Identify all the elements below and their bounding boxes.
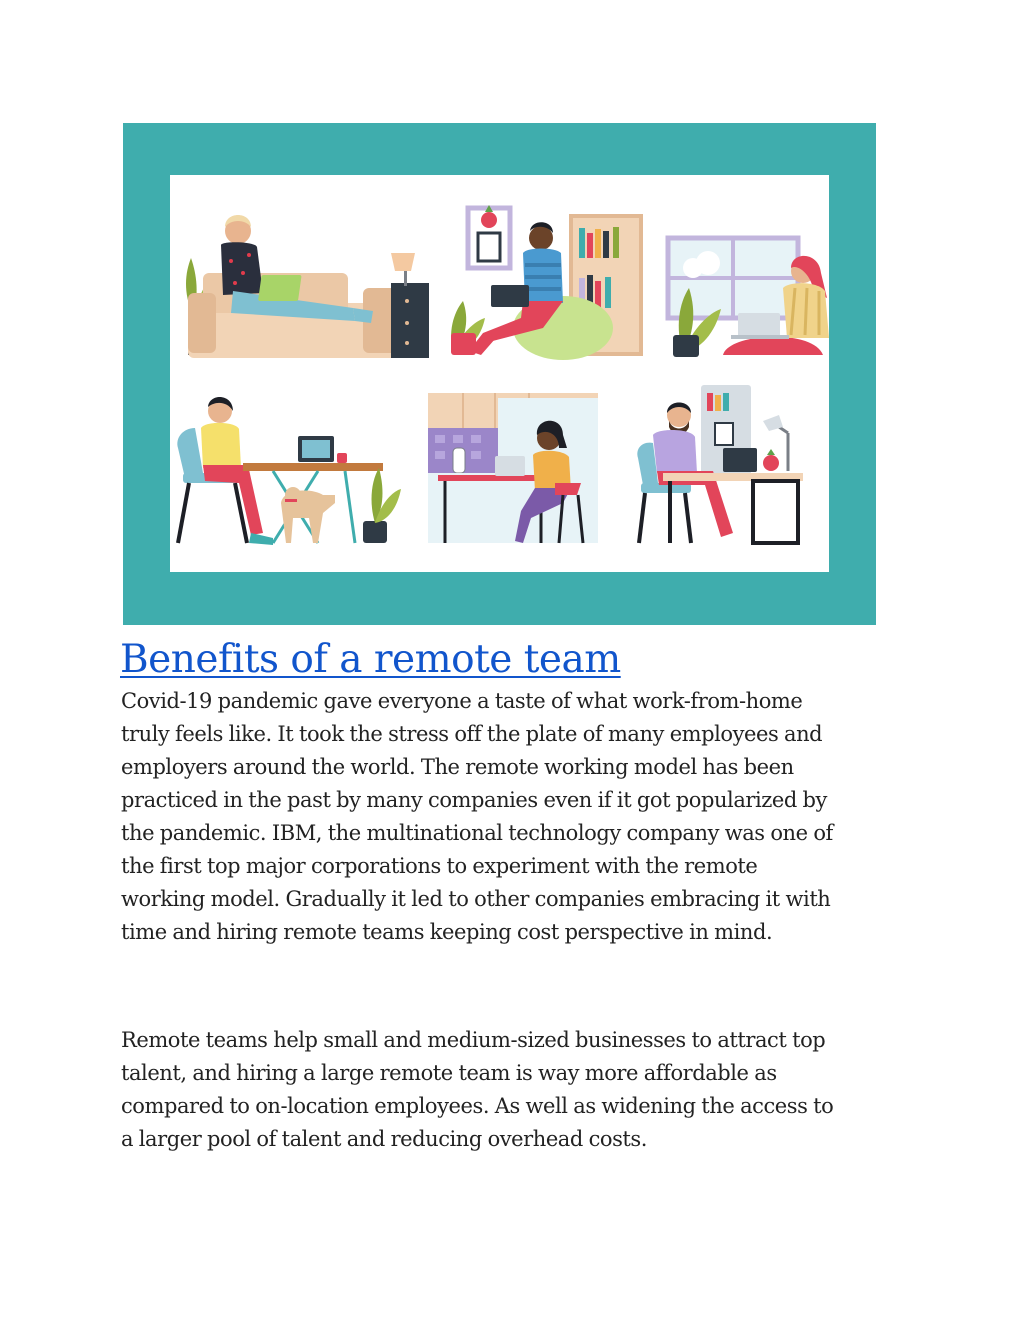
paragraph-line: compared to on-location employees. As well as widening the access to <box>121 1094 834 1118</box>
paragraph-covid-remote-work <box>121 685 921 949</box>
paragraph-line: Covid-19 pandemic gave everyone a taste of what work-from-home <box>121 689 803 713</box>
paragraph-line: a larger pool of talent and reducing overhead costs. <box>121 1127 647 1151</box>
paragraph-line: time and hiring remote teams keeping cost perspective in mind. <box>121 920 773 944</box>
paragraph-line: Remote teams help small and medium-sized businesses to attract top <box>121 1028 826 1052</box>
remote-work-illustration <box>123 123 876 625</box>
paragraph-line: talent, and hiring a large remote team is way more affordable as <box>121 1061 777 1085</box>
paragraph-line: the pandemic. IBM, the multinational technology company was one of <box>121 821 833 845</box>
article-title-link[interactable]: Benefits of a remote team <box>120 637 621 682</box>
paragraph-line: practiced in the past by many companies even if it got popularized by <box>121 788 827 812</box>
paragraph-line: truly feels like. It took the stress off the plate of many employees and <box>121 722 823 746</box>
paragraph-line: the first top major corporations to experiment with the remote <box>121 854 758 878</box>
paragraph-line: working model. Gradually it led to other companies embracing it with <box>121 887 831 911</box>
paragraph-line: employers around the world. The remote working model has been <box>121 755 794 779</box>
scene-kitchen-laptop <box>428 393 598 543</box>
paragraph-remote-team-benefits <box>121 1024 921 1156</box>
